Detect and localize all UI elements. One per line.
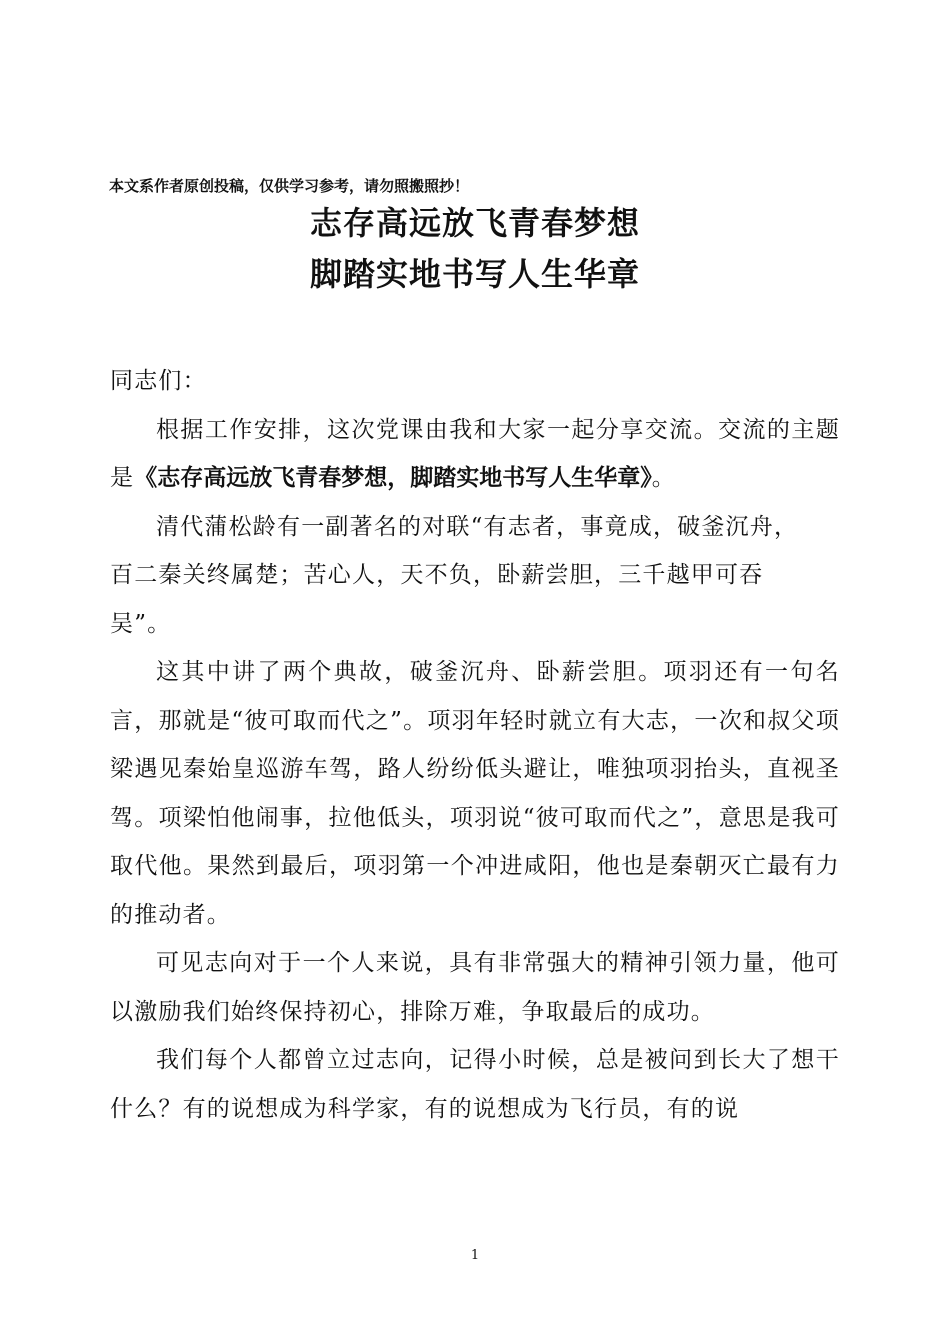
paragraph-1-text: 根据工作安排，这次党课由我和大家一起分享交流。交流的主题是	[110, 416, 840, 491]
paragraph-1-end: 。	[651, 465, 676, 491]
copyright-notice: 本文系作者原创投稿，仅供学习参考，请勿照搬照抄！	[109, 177, 470, 195]
paragraph-4: 可见志向对于一个人来说，具有非常强大的精神引领力量，他可以激励我们始终保持初心，排除万难，争取最后的成功。	[110, 950, 840, 1025]
salutation: 同志们：	[110, 368, 207, 394]
speech-theme: 《志存高远放飞青春梦想，脚踏实地书写人生华章》	[134, 465, 652, 491]
paragraph-2	[110, 503, 840, 649]
title-line-2: 脚踏实地书写人生华章	[309, 255, 640, 293]
paragraph-1	[110, 406, 840, 503]
couplet-line-3: 吴”。	[110, 610, 172, 637]
paragraph-3: 这其中讲了两个典故，破釜沉舟、卧薪尝胆。项羽还有一句名言，那就是“彼可取而代之”。项羽年轻时就立有大志，一次和叔父项梁遇见秦始皇巡游车驾，路人纷纷低头避让，唯独项羽抬头，直视圣驾。项梁怕他闹事，拉他低头，项羽说“彼可取而代之”，意思是我可取代他。果然到最后，项羽第一个冲进咸阳，他也是秦朝灭亡最有力的推动者。	[110, 659, 840, 928]
body-text	[110, 357, 840, 1133]
title-line-1: 志存高远放飞青春梦想	[309, 204, 640, 242]
page-number: 1	[470, 1248, 480, 1263]
paragraph-5: 我们每个人都曾立过志向，记得小时候，总是被问到长大了想干什么？有的说想成为科学家，有的说想成为飞行员，有的说	[110, 1047, 840, 1122]
couplet-line-2: 百二秦关终属楚；苦心人，天不负，卧薪尝胆，三千越甲可吞	[110, 562, 764, 588]
couplet-line-1: 清代蒲松龄有一副著名的对联“有志者，事竟成，破釜沉舟，	[156, 513, 799, 540]
